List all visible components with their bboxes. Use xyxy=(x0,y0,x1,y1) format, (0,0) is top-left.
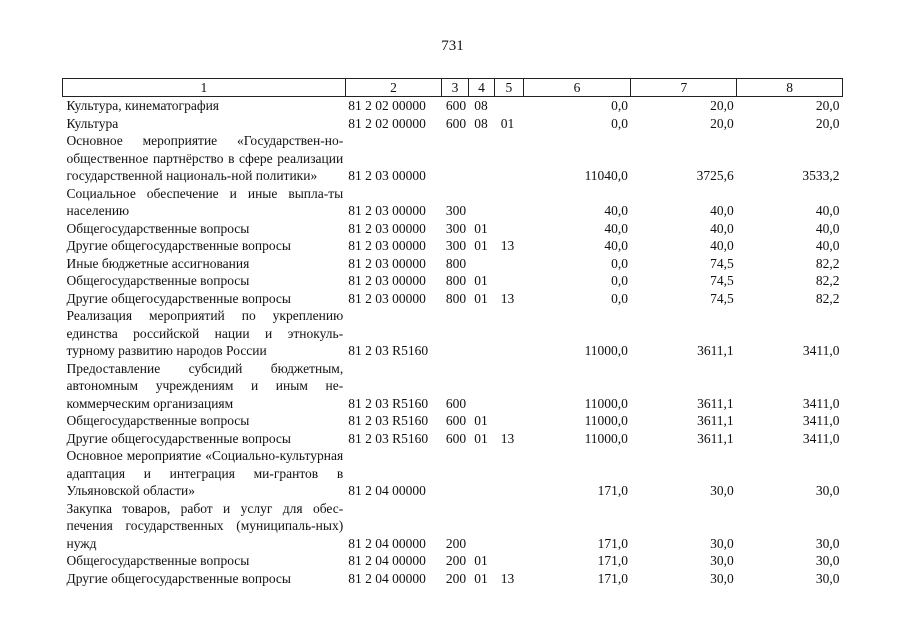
table-row xyxy=(63,220,843,238)
amount-col-8: 30,0 xyxy=(815,535,840,551)
amount-col-6: 0,0 xyxy=(611,273,628,288)
amount-col-6: 171,0 xyxy=(597,553,628,568)
budget-table xyxy=(62,78,843,587)
row-name: Основное мероприятие «Государствен-но-общественное партнёрство в сфере реализации государственной националь-ной политики» xyxy=(66,133,344,183)
amount-col-8: 3533,2 xyxy=(802,168,840,183)
row-name: Общегосударственные вопросы xyxy=(66,273,250,288)
amount-col-8: 20,0 xyxy=(815,115,840,131)
amount-col-6: 40,0 xyxy=(604,238,628,253)
target-article-code: 81 2 04 00000 xyxy=(348,570,426,586)
amount-col-8: 20,0 xyxy=(815,98,840,113)
subsection-code xyxy=(495,412,523,430)
amount-col-7: 30,0 xyxy=(710,553,734,568)
amount-col-7: 20,0 xyxy=(710,98,734,113)
subsection-code xyxy=(495,500,523,553)
row-name: Реализация мероприятий по укреплению единства российской нации и этнокуль-турному развитию народов России xyxy=(66,308,344,358)
expense-type-code: 200 xyxy=(445,570,467,586)
expense-type-code: 600 xyxy=(445,98,467,113)
target-article-code: 81 2 03 R5160 xyxy=(348,343,429,358)
expense-type-code xyxy=(442,307,468,360)
row-name: Культура, кинематография xyxy=(66,98,220,113)
table-row xyxy=(63,430,843,448)
table-row xyxy=(63,570,843,588)
amount-col-8: 30,0 xyxy=(815,570,840,586)
header-row xyxy=(63,79,843,97)
amount-col-8: 82,2 xyxy=(815,255,840,271)
column-header-2: 2 xyxy=(345,79,442,97)
subsection-code xyxy=(495,272,523,290)
table-header xyxy=(63,79,843,97)
expense-type-code: 200 xyxy=(445,553,467,568)
expense-type-code xyxy=(442,447,468,500)
row-name: Иные бюджетные ассигнования xyxy=(66,255,250,271)
section-code xyxy=(468,360,494,413)
amount-col-7: 40,0 xyxy=(710,203,734,218)
amount-col-8: 30,0 xyxy=(815,483,840,498)
row-name: Социальное обеспечение и иные выпла-ты населению xyxy=(66,185,344,218)
amount-col-7: 30,0 xyxy=(710,535,734,551)
amount-col-7: 3611,1 xyxy=(697,395,734,411)
amount-col-6: 0,0 xyxy=(611,98,628,113)
target-article-code: 81 2 04 00000 xyxy=(348,483,426,498)
table-body xyxy=(63,97,843,588)
amount-col-6: 0,0 xyxy=(611,255,628,271)
column-header-6: 6 xyxy=(523,79,631,97)
amount-col-7: 74,5 xyxy=(710,273,734,288)
table-row xyxy=(63,290,843,308)
table-row xyxy=(63,115,843,133)
column-header-3: 3 xyxy=(442,79,468,97)
table-row xyxy=(63,237,843,255)
target-article-code: 81 2 03 R5160 xyxy=(348,430,429,446)
expense-type-code: 600 xyxy=(445,115,467,131)
column-header-8: 8 xyxy=(737,79,843,97)
table-row xyxy=(63,255,843,273)
amount-col-6: 171,0 xyxy=(597,535,628,551)
section-code: 01 xyxy=(474,290,488,306)
section-code: 08 xyxy=(474,115,488,131)
amount-col-8: 3411,0 xyxy=(802,413,840,428)
amount-col-8: 3411,0 xyxy=(802,395,840,411)
expense-type-code xyxy=(442,132,468,185)
section-code xyxy=(468,307,494,360)
amount-col-8: 82,2 xyxy=(815,273,840,288)
amount-col-6: 11000,0 xyxy=(584,430,628,446)
table-row xyxy=(63,500,843,553)
section-code: 01 xyxy=(474,273,488,288)
section-code: 01 xyxy=(474,220,488,236)
section-code xyxy=(468,185,494,220)
row-name: Основное мероприятие «Социально-культурная адаптация и интеграция ми-грантов в Ульяновской области» xyxy=(66,448,344,498)
target-article-code: 81 2 03 00000 xyxy=(348,255,426,271)
section-code xyxy=(468,255,494,273)
subsection-code xyxy=(495,97,523,115)
subsection-code xyxy=(495,255,523,273)
target-article-code: 81 2 03 R5160 xyxy=(348,395,429,411)
column-header-7: 7 xyxy=(631,79,737,97)
amount-col-7: 3725,6 xyxy=(696,168,734,183)
table-row xyxy=(63,185,843,220)
amount-col-8: 40,0 xyxy=(815,238,840,253)
amount-col-7: 30,0 xyxy=(710,570,734,586)
amount-col-8: 40,0 xyxy=(815,220,840,236)
page-number: 731 xyxy=(441,38,464,54)
row-name: Предоставление субсидий бюджетным, автономным учреждениям и иным не-коммерческим организациям xyxy=(66,360,344,411)
section-code xyxy=(468,500,494,553)
column-header-1: 1 xyxy=(63,79,346,97)
target-article-code: 81 2 03 00000 xyxy=(348,290,426,306)
amount-col-8: 30,0 xyxy=(815,553,840,568)
amount-col-6: 0,0 xyxy=(611,115,628,131)
amount-col-6: 11040,0 xyxy=(584,168,628,183)
row-name: Закупка товаров, работ и услуг для обес-печения государственных (муниципаль-ных) нужд xyxy=(66,500,344,551)
amount-col-8: 40,0 xyxy=(815,203,840,218)
expense-type-code: 800 xyxy=(445,290,467,306)
table-row xyxy=(63,412,843,430)
amount-col-7: 20,0 xyxy=(710,115,734,131)
expense-type-code: 600 xyxy=(445,413,467,428)
subsection-code xyxy=(495,220,523,238)
subsection-code xyxy=(495,552,523,570)
row-name: Другие общегосударственные вопросы xyxy=(66,238,291,253)
table-row xyxy=(63,447,843,500)
amount-col-6: 11000,0 xyxy=(584,413,628,428)
expense-type-code: 300 xyxy=(445,203,467,218)
expense-type-code: 300 xyxy=(445,220,467,236)
amount-col-7: 3611,1 xyxy=(697,343,734,358)
amount-col-7: 74,5 xyxy=(710,255,734,271)
amount-col-6: 171,0 xyxy=(597,570,628,586)
section-code: 01 xyxy=(474,238,488,253)
section-code: 01 xyxy=(474,570,488,586)
amount-col-7: 40,0 xyxy=(710,238,734,253)
section-code: 01 xyxy=(474,413,488,428)
amount-col-6: 11000,0 xyxy=(584,395,628,411)
amount-col-6: 171,0 xyxy=(597,483,628,498)
target-article-code: 81 2 03 R5160 xyxy=(348,413,429,428)
target-article-code: 81 2 03 00000 xyxy=(348,238,426,253)
table-row xyxy=(63,97,843,115)
section-code xyxy=(468,447,494,500)
expense-type-code: 800 xyxy=(445,273,467,288)
amount-col-6: 40,0 xyxy=(604,203,628,218)
target-article-code: 81 2 03 00000 xyxy=(348,273,426,288)
amount-col-8: 3411,0 xyxy=(802,343,840,358)
table-row xyxy=(63,307,843,360)
amount-col-7: 3611,1 xyxy=(697,413,734,428)
subsection-code xyxy=(495,447,523,500)
row-name: Другие общегосударственные вопросы xyxy=(66,570,291,586)
section-code: 01 xyxy=(474,430,488,446)
amount-col-6: 0,0 xyxy=(611,290,628,306)
amount-col-6: 11000,0 xyxy=(584,343,628,358)
amount-col-7: 3611,1 xyxy=(697,430,734,446)
target-article-code: 81 2 03 00000 xyxy=(348,203,426,218)
section-code xyxy=(468,132,494,185)
row-name: Общегосударственные вопросы xyxy=(66,553,250,568)
table-row xyxy=(63,132,843,185)
amount-col-7: 74,5 xyxy=(710,290,734,306)
expense-type-code: 300 xyxy=(445,238,467,253)
column-header-5: 5 xyxy=(495,79,523,97)
section-code: 08 xyxy=(474,98,488,113)
subsection-code xyxy=(495,307,523,360)
section-code: 01 xyxy=(474,553,488,568)
amount-col-8: 3411,0 xyxy=(802,430,840,446)
column-header-4: 4 xyxy=(468,79,494,97)
table-row xyxy=(63,272,843,290)
row-name: Культура xyxy=(66,115,119,131)
target-article-code: 81 2 04 00000 xyxy=(348,535,426,551)
amount-col-6: 40,0 xyxy=(604,220,628,236)
amount-col-7: 40,0 xyxy=(710,220,734,236)
subsection-code: 13 xyxy=(500,430,515,446)
target-article-code: 81 2 04 00000 xyxy=(348,553,426,568)
row-name: Общегосударственные вопросы xyxy=(66,413,250,428)
amount-col-8: 82,2 xyxy=(815,290,840,306)
expense-type-code: 600 xyxy=(445,430,467,446)
subsection-code xyxy=(495,360,523,413)
table-row xyxy=(63,552,843,570)
table-row xyxy=(63,360,843,413)
amount-col-7: 30,0 xyxy=(710,483,734,498)
subsection-code: 13 xyxy=(500,290,515,306)
target-article-code: 81 2 02 00000 xyxy=(348,98,426,113)
expense-type-code: 600 xyxy=(445,395,467,411)
subsection-code xyxy=(495,132,523,185)
target-article-code: 81 2 03 00000 xyxy=(348,168,426,183)
expense-type-code: 200 xyxy=(445,535,467,551)
target-article-code: 81 2 03 00000 xyxy=(348,220,426,236)
target-article-code: 81 2 02 00000 xyxy=(348,115,426,131)
row-name: Другие общегосударственные вопросы xyxy=(66,430,291,446)
row-name: Другие общегосударственные вопросы xyxy=(66,290,291,306)
row-name: Общегосударственные вопросы xyxy=(66,220,250,236)
subsection-code: 01 xyxy=(500,115,515,131)
subsection-code xyxy=(495,185,523,220)
subsection-code: 13 xyxy=(500,570,515,586)
subsection-code: 13 xyxy=(500,238,515,253)
expense-type-code: 800 xyxy=(445,255,467,271)
